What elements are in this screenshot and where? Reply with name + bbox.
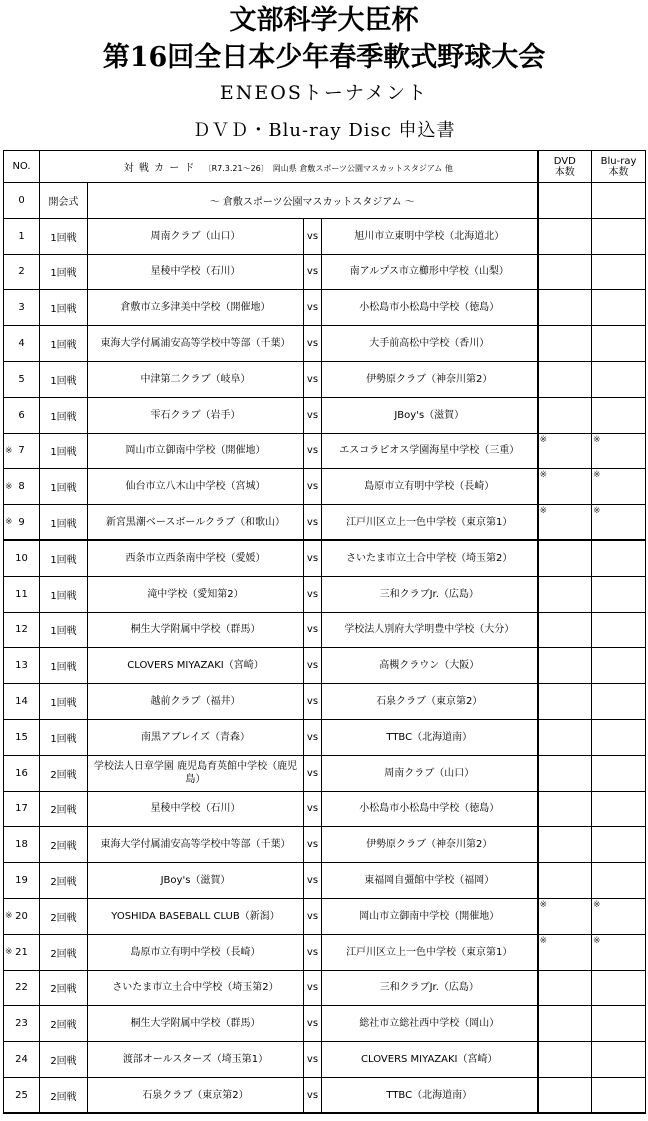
- dvd-qty-cell[interactable]: [538, 719, 592, 755]
- team-away: 学校法人別府大学明豊中学校（大分）: [322, 612, 538, 648]
- header-dvd: DVD 本数: [538, 151, 592, 183]
- bluray-qty-cell[interactable]: [592, 361, 646, 397]
- team-away: 伊勢原クラブ（神奈川第2）: [322, 361, 538, 397]
- row-no-cell: [4, 469, 40, 505]
- row-round: 1回戦: [40, 218, 88, 254]
- vs-label: vs: [304, 684, 322, 720]
- row-no-cell: [4, 1042, 40, 1078]
- bluray-qty-cell[interactable]: [592, 1077, 646, 1113]
- team-home: 岡山市立御南中学校（開催地）: [88, 433, 304, 469]
- match-row: [4, 505, 646, 541]
- row-round: 1回戦: [40, 684, 88, 720]
- dvd-qty-cell[interactable]: [538, 612, 592, 648]
- team-home: 西条市立西条南中学校（愛媛）: [88, 540, 304, 576]
- row-no-cell: [4, 1077, 40, 1113]
- title-tournament: 第16回全日本少年春季軟式野球大会: [102, 42, 546, 73]
- vs-label: vs: [304, 218, 322, 254]
- match-row: [4, 1006, 646, 1042]
- team-away: 南アルプス市立櫛形中学校（山梨）: [322, 254, 538, 290]
- row-round: 2回戦: [40, 827, 88, 863]
- match-row: [4, 1077, 646, 1113]
- dvd-qty-cell[interactable]: [538, 1042, 592, 1078]
- row-no-cell: [4, 755, 40, 791]
- vs-label: vs: [304, 361, 322, 397]
- dvd-qty-cell[interactable]: [538, 505, 592, 541]
- row-round: 1回戦: [40, 612, 88, 648]
- dvd-qty-cell[interactable]: [538, 290, 592, 326]
- title-cup: 文部科学大臣杯: [229, 5, 419, 36]
- match-row: [4, 648, 646, 684]
- row-round: 2回戦: [40, 1006, 88, 1042]
- match-row: [4, 361, 646, 397]
- row-no: 8: [18, 481, 25, 493]
- vs-label: vs: [304, 612, 322, 648]
- team-home: 星稜中学校（石川）: [88, 791, 304, 827]
- row-no-cell: [4, 1006, 40, 1042]
- row-round: 2回戦: [40, 755, 88, 791]
- vs-label: vs: [304, 290, 322, 326]
- row-no: 3: [18, 302, 25, 314]
- team-home: 周南クラブ（山口）: [88, 218, 304, 254]
- bluray-qty-cell[interactable]: [592, 218, 646, 254]
- match-row: [4, 218, 646, 254]
- row-round: 1回戦: [40, 540, 88, 576]
- row-no-cell: [4, 290, 40, 326]
- vs-label: vs: [304, 934, 322, 970]
- match-row: [4, 612, 646, 648]
- match-row: [4, 719, 646, 755]
- vs-label: vs: [304, 540, 322, 576]
- title-sponsor: ENEOSトーナメント: [219, 82, 429, 104]
- dvd-qty-cell[interactable]: [538, 397, 592, 433]
- team-home: 滝中学校（愛知第2）: [88, 576, 304, 612]
- bluray-note-mark: ※: [593, 434, 601, 445]
- header-row: [4, 151, 646, 183]
- row-no: 19: [15, 875, 28, 887]
- row-no-cell: [4, 970, 40, 1006]
- row-no: 17: [15, 803, 28, 815]
- match-row: [4, 898, 646, 934]
- title-form: ＤＶＤ・Blu-ray Disc 申込書: [192, 120, 456, 141]
- row-no: 11: [15, 588, 28, 600]
- row-no-cell: [4, 218, 40, 254]
- bluray-qty-cell[interactable]: [592, 433, 646, 469]
- row-no: 12: [15, 624, 28, 636]
- vs-label: vs: [304, 469, 322, 505]
- bluray-qty-cell[interactable]: [592, 648, 646, 684]
- vs-label: vs: [304, 827, 322, 863]
- row-round: 1回戦: [40, 719, 88, 755]
- row-no-cell: [4, 361, 40, 397]
- dvd-qty-cell[interactable]: [538, 433, 592, 469]
- team-home: 倉敷市立多津美中学校（開催地）: [88, 290, 304, 326]
- bluray-note-mark: ※: [593, 506, 601, 517]
- row-round: 1回戦: [40, 326, 88, 362]
- match-row: [4, 684, 646, 720]
- row-no: 20: [15, 910, 28, 922]
- row-no: 1: [18, 230, 25, 242]
- team-away: 大手前高松中学校（香川）: [322, 326, 538, 362]
- match-row: [4, 1042, 646, 1078]
- row-no-cell: [4, 505, 40, 541]
- row-no-cell: [4, 612, 40, 648]
- match-row: [4, 827, 646, 863]
- match-row: [4, 540, 646, 576]
- bluray-qty-cell[interactable]: [592, 863, 646, 899]
- bluray-note-mark: ※: [593, 899, 601, 910]
- dvd-qty-cell[interactable]: [538, 863, 592, 899]
- team-away: 総社市立総社西中学校（岡山）: [322, 1006, 538, 1042]
- row-no-cell: [4, 576, 40, 612]
- row-round: 1回戦: [40, 576, 88, 612]
- dvd-qty-cell[interactable]: [538, 218, 592, 254]
- team-away: 旭川市立東明中学校（北海道北）: [322, 218, 538, 254]
- bluray-qty-cell[interactable]: [592, 254, 646, 290]
- team-home: 越前クラブ（福井）: [88, 684, 304, 720]
- match-row: [4, 326, 646, 362]
- bluray-qty-cell[interactable]: [592, 898, 646, 934]
- dvd-qty-cell[interactable]: [538, 1006, 592, 1042]
- team-home: 南黒アブレイズ（青森）: [88, 719, 304, 755]
- team-home: 新宮黒潮ベースボールクラブ（和歌山）: [88, 505, 304, 541]
- team-away: TTBC（北海道南）: [322, 1077, 538, 1113]
- dvd-qty-cell[interactable]: [538, 755, 592, 791]
- bluray-qty-cell[interactable]: [592, 469, 646, 505]
- team-home: JBoy's（滋賀）: [88, 863, 304, 899]
- opening-row: [4, 183, 646, 219]
- dvd-qty-cell[interactable]: [538, 934, 592, 970]
- dvd-qty-cell[interactable]: [538, 540, 592, 576]
- bluray-qty-cell[interactable]: [592, 1006, 646, 1042]
- row-no: 2: [18, 266, 25, 278]
- row-round: 2回戦: [40, 791, 88, 827]
- match-row: [4, 254, 646, 290]
- row-no: 18: [15, 839, 28, 851]
- team-home: 学校法人日章学園 鹿児島育英館中学校（鹿児島）: [88, 755, 304, 791]
- dvd-note-mark: ※: [539, 470, 548, 481]
- team-away: 江戸川区立上一色中学校（東京第1）: [322, 934, 538, 970]
- team-home: 石泉クラブ（東京第2）: [88, 1077, 304, 1113]
- bluray-qty-cell[interactable]: [592, 326, 646, 362]
- team-away: 江戸川区立上一色中学校（東京第1）: [322, 505, 538, 541]
- note-mark: ※: [5, 911, 13, 922]
- order-table: [3, 150, 646, 1114]
- row-round: 2回戦: [40, 863, 88, 899]
- dvd-qty-cell[interactable]: [538, 898, 592, 934]
- match-row: [4, 469, 646, 505]
- row-no: 21: [15, 946, 28, 958]
- team-home: さいたま市立土合中学校（埼玉第2）: [88, 970, 304, 1006]
- vs-label: vs: [304, 326, 322, 362]
- row-round: 1回戦: [40, 254, 88, 290]
- bluray-qty-cell[interactable]: [592, 827, 646, 863]
- row-no: 23: [15, 1018, 28, 1030]
- team-away: 伊勢原クラブ（神奈川第2）: [322, 827, 538, 863]
- match-row: [4, 433, 646, 469]
- match-row: [4, 970, 646, 1006]
- vs-label: vs: [304, 791, 322, 827]
- row-no: 4: [18, 338, 25, 350]
- dvd-qty-cell[interactable]: [538, 791, 592, 827]
- team-away: 小松島市小松島中学校（徳島）: [322, 290, 538, 326]
- vs-label: vs: [304, 576, 322, 612]
- row-no-cell: [4, 433, 40, 469]
- dvd-qty-cell[interactable]: [538, 1077, 592, 1113]
- vs-label: vs: [304, 433, 322, 469]
- row-no: 15: [15, 731, 28, 743]
- match-row: [4, 755, 646, 791]
- team-home: CLOVERS MIYAZAKI（宮崎）: [88, 648, 304, 684]
- dvd-qty-cell[interactable]: [538, 254, 592, 290]
- match-row: [4, 934, 646, 970]
- dvd-note-mark: ※: [539, 899, 548, 910]
- row-no-cell: [4, 540, 40, 576]
- dvd-note-mark: ※: [539, 935, 548, 946]
- row-no: 9: [18, 516, 25, 528]
- row-round: 1回戦: [40, 505, 88, 541]
- team-away: 東福岡自彊館中学校（福岡）: [322, 863, 538, 899]
- row-no: 10: [15, 553, 28, 565]
- team-home: 東海大学付属浦安高等学校中等部（千葉）: [88, 827, 304, 863]
- row-no-cell: [4, 827, 40, 863]
- dvd-note-mark: ※: [539, 506, 548, 517]
- team-away: 高槻クラウン（大阪）: [322, 648, 538, 684]
- vs-label: vs: [304, 254, 322, 290]
- dvd-note-mark: ※: [539, 434, 548, 445]
- row-no: 6: [18, 409, 25, 421]
- bluray-qty-cell[interactable]: [592, 1042, 646, 1078]
- vs-label: vs: [304, 898, 322, 934]
- row-round: 1回戦: [40, 361, 88, 397]
- team-home: 島原市立有明中学校（長崎）: [88, 934, 304, 970]
- row-no-cell: [4, 397, 40, 433]
- header-bluray: Blu-ray 本数: [592, 151, 646, 183]
- note-mark: ※: [5, 517, 13, 528]
- team-away: 三和クラブJr.（広島）: [322, 970, 538, 1006]
- team-home: 雫石クラブ（岩手）: [88, 397, 304, 433]
- dvd-qty-cell[interactable]: [538, 970, 592, 1006]
- team-away: 周南クラブ（山口）: [322, 755, 538, 791]
- row-round: 1回戦: [40, 397, 88, 433]
- header-card: [40, 151, 538, 183]
- row-no-cell: [4, 254, 40, 290]
- row-no-cell: [4, 863, 40, 899]
- bluray-qty-cell[interactable]: [592, 719, 646, 755]
- bluray-qty-cell[interactable]: [592, 576, 646, 612]
- team-away: JBoy's（滋賀）: [322, 397, 538, 433]
- row-round: 開会式: [40, 183, 88, 219]
- match-row: [4, 576, 646, 612]
- team-away: 小松島市小松島中学校（徳島）: [322, 791, 538, 827]
- row-round: 2回戦: [40, 898, 88, 934]
- team-away: 島原市立有明中学校（長崎）: [322, 469, 538, 505]
- bluray-qty-cell[interactable]: [592, 290, 646, 326]
- dvd-qty-cell[interactable]: [538, 469, 592, 505]
- match-row: [4, 290, 646, 326]
- row-round: 2回戦: [40, 934, 88, 970]
- row-round: 1回戦: [40, 648, 88, 684]
- row-round: 2回戦: [40, 970, 88, 1006]
- bluray-qty-cell[interactable]: [592, 183, 646, 219]
- note-mark: ※: [5, 947, 13, 958]
- row-no: 25: [15, 1089, 28, 1101]
- bluray-qty-cell[interactable]: [592, 612, 646, 648]
- bluray-qty-cell[interactable]: [592, 684, 646, 720]
- row-round: 2回戦: [40, 1077, 88, 1113]
- row-no-cell: [4, 791, 40, 827]
- header-no: NO.: [4, 151, 40, 183]
- vs-label: vs: [304, 505, 322, 541]
- bluray-note-mark: ※: [593, 470, 601, 481]
- bluray-note-mark: ※: [593, 935, 601, 946]
- vs-label: vs: [304, 1042, 322, 1078]
- team-away: エスコラピオス学園海星中学校（三重）: [322, 433, 538, 469]
- header-card-info: 〔R7.3.21～26〕 岡山県 倉敷スポーツ公園マスカットスタジアム 他: [203, 164, 453, 173]
- team-home: YOSHIDA BASEBALL CLUB（新潟）: [88, 898, 304, 934]
- row-no: 16: [15, 767, 28, 779]
- bluray-qty-cell[interactable]: [592, 540, 646, 576]
- vs-label: vs: [304, 397, 322, 433]
- row-no: 14: [15, 696, 28, 708]
- team-home: 桐生大学附属中学校（群馬）: [88, 1006, 304, 1042]
- row-no: 13: [15, 660, 28, 672]
- row-no: 5: [18, 373, 25, 385]
- team-away: 三和クラブJr.（広島）: [322, 576, 538, 612]
- row-no: 0: [4, 183, 40, 219]
- row-no: 22: [15, 982, 28, 994]
- bluray-qty-cell[interactable]: [592, 397, 646, 433]
- row-no: 7: [18, 445, 25, 457]
- row-no-cell: [4, 719, 40, 755]
- dvd-qty-cell[interactable]: [538, 326, 592, 362]
- row-no-cell: [4, 684, 40, 720]
- row-round: 1回戦: [40, 469, 88, 505]
- team-away: 石泉クラブ（東京第2）: [322, 684, 538, 720]
- vs-label: vs: [304, 863, 322, 899]
- vs-label: vs: [304, 1077, 322, 1113]
- dvd-qty-cell[interactable]: [538, 576, 592, 612]
- team-home: 星稜中学校（石川）: [88, 254, 304, 290]
- row-round: 1回戦: [40, 433, 88, 469]
- note-mark: ※: [5, 481, 13, 492]
- team-away: CLOVERS MIYAZAKI（宮崎）: [322, 1042, 538, 1078]
- bluray-qty-cell[interactable]: [592, 755, 646, 791]
- dvd-qty-cell[interactable]: [538, 361, 592, 397]
- team-home: 桐生大学附属中学校（群馬）: [88, 612, 304, 648]
- vs-label: vs: [304, 1006, 322, 1042]
- note-mark: ※: [5, 445, 13, 456]
- team-home: 仙台市立八木山中学校（宮城）: [88, 469, 304, 505]
- bluray-qty-cell[interactable]: [592, 505, 646, 541]
- header-card-label: 対 戦 カ ー ド: [123, 163, 196, 174]
- vs-label: vs: [304, 648, 322, 684]
- vs-label: vs: [304, 755, 322, 791]
- vs-label: vs: [304, 719, 322, 755]
- opening-venue: ～ 倉敷スポーツ公園マスカットスタジアム ～: [88, 183, 538, 219]
- team-home: 中津第二クラブ（岐阜）: [88, 361, 304, 397]
- vs-label: vs: [304, 970, 322, 1006]
- team-home: 東海大学付属浦安高等学校中等部（千葉）: [88, 326, 304, 362]
- dvd-qty-cell[interactable]: [538, 183, 592, 219]
- match-row: [4, 863, 646, 899]
- team-away: 岡山市立御南中学校（開催地）: [322, 898, 538, 934]
- dvd-qty-cell[interactable]: [538, 684, 592, 720]
- row-round: 2回戦: [40, 1042, 88, 1078]
- row-no-cell: [4, 648, 40, 684]
- bluray-qty-cell[interactable]: [592, 970, 646, 1006]
- dvd-qty-cell[interactable]: [538, 827, 592, 863]
- row-no-cell: [4, 898, 40, 934]
- match-row: [4, 791, 646, 827]
- match-row: [4, 397, 646, 433]
- dvd-qty-cell[interactable]: [538, 648, 592, 684]
- bluray-qty-cell[interactable]: [592, 934, 646, 970]
- row-no: 24: [15, 1054, 28, 1066]
- row-no-cell: [4, 934, 40, 970]
- row-round: 1回戦: [40, 290, 88, 326]
- bluray-qty-cell[interactable]: [592, 791, 646, 827]
- team-away: TTBC（北海道南）: [322, 719, 538, 755]
- team-home: 渡部オールスターズ（埼玉第1）: [88, 1042, 304, 1078]
- row-no-cell: [4, 326, 40, 362]
- team-away: さいたま市立土合中学校（埼玉第2）: [322, 540, 538, 576]
